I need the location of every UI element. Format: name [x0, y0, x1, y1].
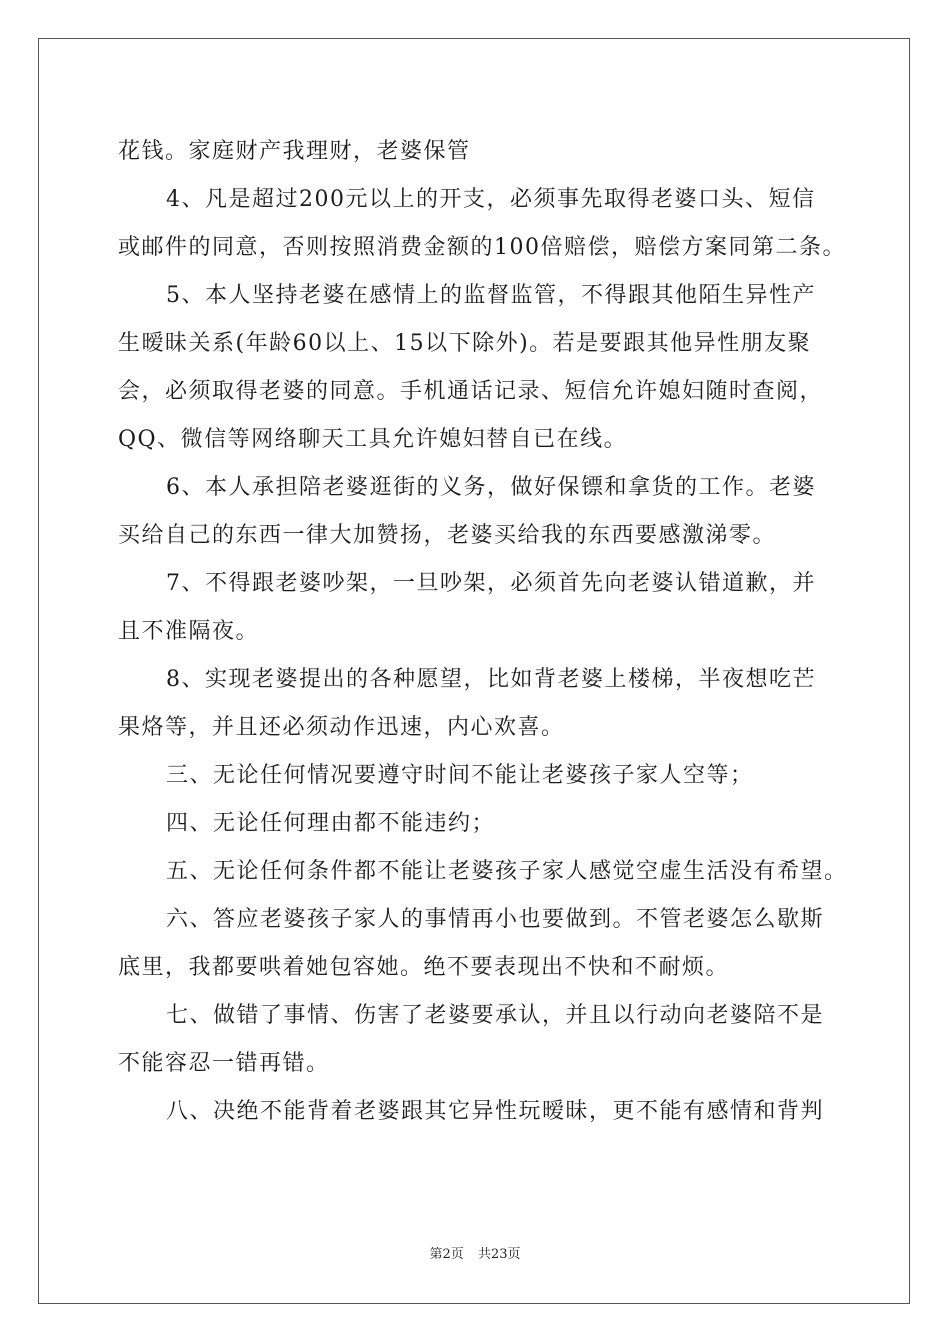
- text-line: 四、无论任何理由都不能违约；: [166, 811, 496, 836]
- text-line: QQ、微信等网络聊天工具允许媳妇替自已在线。: [118, 427, 628, 452]
- page-number: 第2页: [429, 1247, 464, 1262]
- text-line: 7、不得跟老婆吵架，一旦吵架，必须首先向老婆认错道歉，并: [166, 571, 816, 596]
- text-line: 8、实现老婆提出的各种愿望，比如背老婆上楼梯，半夜想吃芒: [166, 667, 816, 692]
- text-line: 果烙等，并且还必须动作迅速，内心欢喜。: [118, 715, 565, 740]
- text-line: 会，必须取得老婆的同意。手机通话记录、短信允许媳妇随时查阅，: [118, 379, 824, 404]
- text-line: 三、无论任何情况要遵守时间不能让老婆孩子家人空等；: [166, 763, 754, 788]
- text-line: 六、答应老婆孩子家人的事情再小也要做到。不管老婆怎么歇斯: [166, 907, 825, 932]
- text-line: 底里，我都要哄着她包容她。绝不要表现出不快和不耐烦。: [118, 955, 730, 980]
- text-line: 七、做错了事情、伤害了老婆要承认，并且以行动向老婆陪不是: [166, 1003, 825, 1028]
- text-line: 且不准隔夜。: [118, 619, 260, 644]
- text-line: 买给自己的东西一律大加赞扬，老婆买给我的东西要感激涕零。: [118, 523, 777, 548]
- text-line: 八、决绝不能背着老婆跟其它异性玩暧昧，更不能有感情和背判: [166, 1099, 825, 1124]
- text-line: 花钱。家庭财产我理财，老婆保管: [118, 139, 471, 164]
- text-line: 生暧昧关系(年龄60以上、15以下除外)。若是要跟其他异性朋友聚: [118, 331, 812, 356]
- text-line: 不能容忍一错再错。: [118, 1051, 330, 1076]
- text-line: 6、本人承担陪老婆逛街的义务，做好保镖和拿货的工作。老婆: [166, 475, 816, 500]
- text-line: 4、凡是超过200元以上的开支，必须事先取得老婆口头、短信: [166, 187, 816, 212]
- text-line: 或邮件的同意，否则按照消费金额的100倍赔偿，赔偿方案同第二条。: [118, 235, 846, 260]
- page-footer: [0, 1243, 950, 1262]
- text-line: 五、无论任何条件都不能让老婆孩子家人感觉空虚生活没有希望。: [166, 859, 848, 884]
- document-body: [118, 128, 848, 1136]
- text-line: 5、本人坚持老婆在感情上的监督监管，不得跟其他陌生异性产: [166, 283, 816, 308]
- page-total: 共23页: [477, 1247, 521, 1262]
